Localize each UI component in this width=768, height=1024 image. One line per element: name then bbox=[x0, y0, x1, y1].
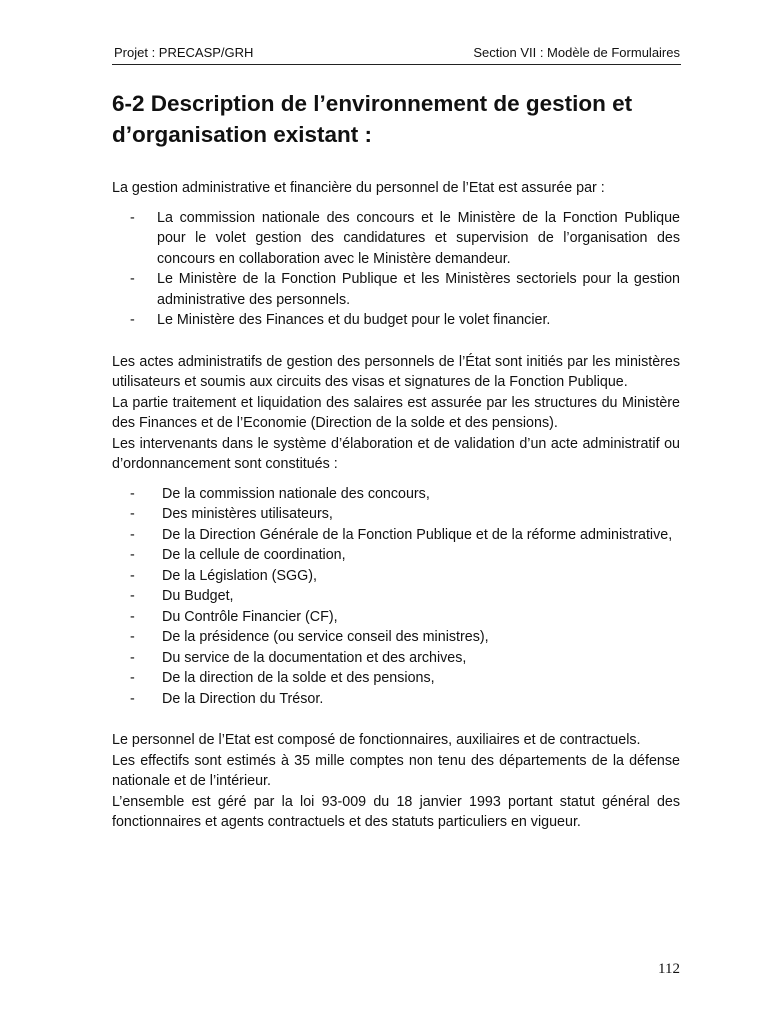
list-item: - De la direction de la solde et des pensions, bbox=[112, 668, 680, 689]
paragraph-loi: L’ensemble est géré par la loi 93-009 du 18 janvier 1993 portant statut général des fonctionnaires et agents contractuels et des statuts particuliers en vigueur. bbox=[112, 793, 680, 830]
header-rule bbox=[112, 64, 681, 65]
paragraph-traitement: La partie traitement et liquidation des salaires est assurée par les structures du Ministère des Finances et de l’Economie (Direction de la solde et des pensions). bbox=[112, 394, 680, 431]
list-item: - Du service de la documentation et des archives, bbox=[112, 648, 680, 669]
list-item: - Le Ministère des Finances et du budget pour le volet financier. bbox=[112, 310, 680, 331]
bullet-dash: - bbox=[130, 526, 135, 543]
list-item: - Du Contrôle Financier (CF), bbox=[112, 607, 680, 628]
paragraph-actes: Les actes administratifs de gestion des personnels de l’État sont initiés par les ministères utilisateurs et soumis aux circuits des visas et signatures de la Fonction Publique. bbox=[112, 353, 680, 390]
bullet-dash: - bbox=[130, 629, 135, 645]
bullet-dash: - bbox=[130, 506, 135, 522]
bullet-dash: - bbox=[130, 485, 135, 502]
bullet-dash: - bbox=[130, 312, 135, 328]
bullet-dash: - bbox=[130, 670, 135, 686]
responsibility-list bbox=[112, 208, 680, 331]
bullet-dash: - bbox=[130, 588, 135, 604]
bullet-dash: - bbox=[130, 271, 135, 287]
section-title: 6-2 Description de l’environnement de gestion et d’organisation existant : bbox=[112, 91, 633, 147]
paragraph-intervenants: Les intervenants dans le système d’élaboration et de validation d’un acte administratif ou d’ordonnancement sont constitués : bbox=[112, 435, 680, 472]
paragraph-personnel: Le personnel de l’Etat est composé de fonctionnaires, auxiliaires et de contractuels. bbox=[112, 732, 641, 748]
stakeholder-list bbox=[112, 484, 680, 710]
list-item: - La commission nationale des concours et le Ministère de la Fonction Publique pour le volet gestion des candidatures et supervision de l’organisation des concours en collaboration avec le Ministère demandeur. bbox=[130, 209, 680, 267]
list-item: - De la présidence (ou service conseil des ministres), bbox=[112, 627, 680, 648]
list-item: - De la Législation (SGG), bbox=[112, 566, 680, 587]
list-item: - Des ministères utilisateurs, bbox=[112, 504, 680, 525]
bullet-dash: - bbox=[130, 209, 135, 226]
list-item: - Le Ministère de la Fonction Publique et les Ministères sectoriels pour la gestion administrative des personnels. bbox=[130, 271, 680, 308]
bullet-dash: - bbox=[130, 649, 135, 666]
header-section: Section VII : Modèle de Formulaires bbox=[473, 45, 680, 60]
bullet-dash: - bbox=[130, 567, 135, 584]
header-project: Projet : PRECASP/GRH bbox=[114, 45, 254, 60]
bullet-dash: - bbox=[130, 690, 135, 707]
bullet-dash: - bbox=[130, 608, 135, 625]
page-number: 112 bbox=[658, 961, 680, 977]
intro-paragraph: La gestion administrative et financière du personnel de l’Etat est assurée par : bbox=[112, 180, 605, 196]
list-item: - Du Budget, bbox=[112, 586, 680, 607]
paragraph-effectifs: Les effectifs sont estimés à 35 mille comptes non tenu des départements de la défense nationale et de l’intérieur. bbox=[112, 752, 680, 789]
list-item: - De la commission nationale des concours, bbox=[112, 484, 680, 505]
list-item: - De la Direction Générale de la Fonction Publique et de la réforme administrative, bbox=[112, 525, 680, 546]
list-item: - De la Direction du Trésor. bbox=[112, 689, 680, 710]
document-body bbox=[112, 178, 680, 833]
bullet-dash: - bbox=[130, 547, 135, 563]
list-item: - De la cellule de coordination, bbox=[112, 545, 680, 566]
